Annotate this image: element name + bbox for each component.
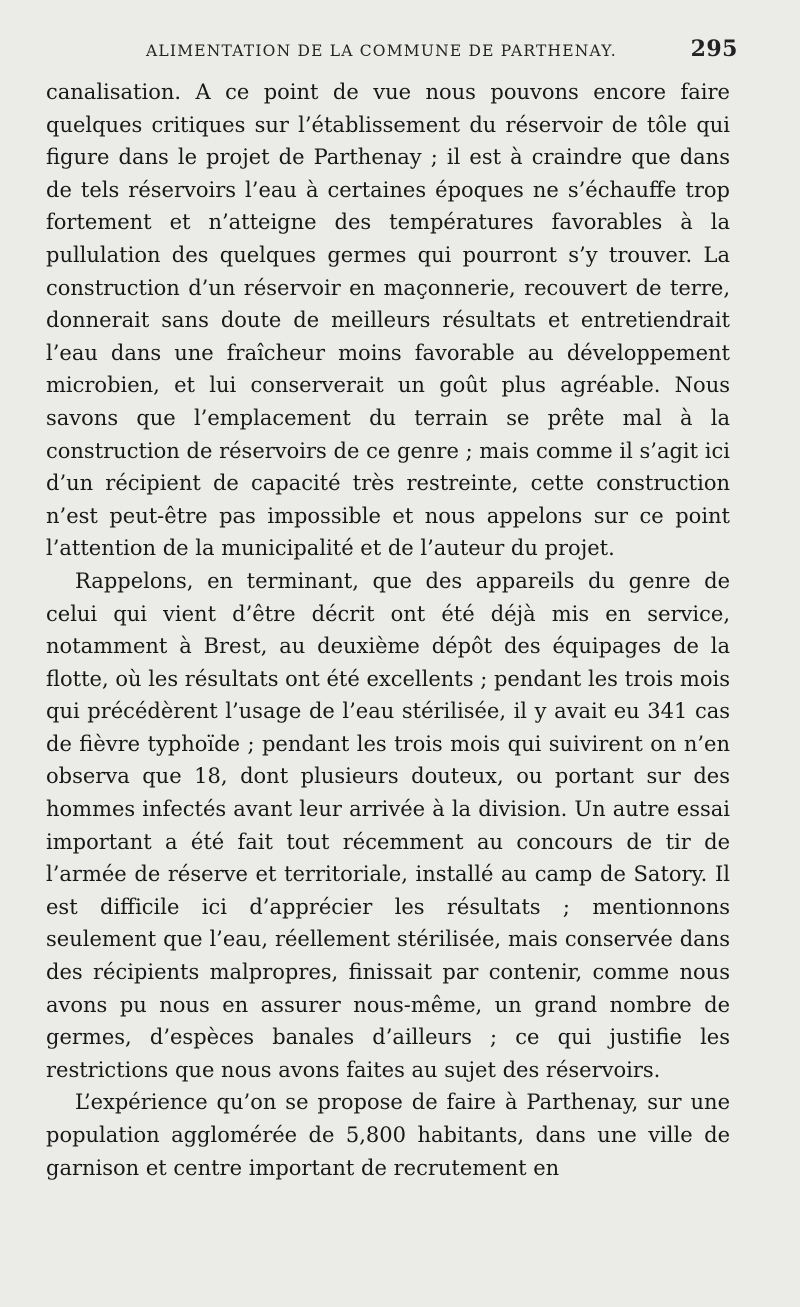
running-title: ALIMENTATION DE LA COMMUNE DE PARTHENAY. — [146, 42, 617, 60]
running-header — [46, 36, 738, 76]
paragraph-1: canalisation. A ce point de vue nous pouvons encore faire quelques critiques sur l’établissement du réservoir de tôle qui figure dans le projet de Parthenay ; il est à craindre que dans de tels réservoirs l’eau à certaines époques ne s’échauffe trop fortement et n’atteigne des températures favorables à la pullulation des quelques germes qui pourront s’y trouver. La construction d’un réservoir en maçonnerie, recouvert de terre, donnerait sans doute de meilleurs résultats et entretiendrait l’eau dans une fraîcheur moins favorable au développement microbien, et lui conserverait un goût plus agréable. Nous savons que l’emplacement du terrain se prête mal à la construction de réservoirs de ce genre ; mais comme il s’agit ici d’un récipient de capacité très restreinte, cette construction n’est peut-être pas impossible et nous appelons sur ce point l’attention de la municipalité et de l’auteur du projet. — [46, 80, 730, 561]
paragraph-2: Rappelons, en terminant, que des appareils du genre de celui qui vient d’être décrit ont été déjà mis en service, notamment à Brest, au deuxième dépôt des équipages de la flotte, où les résultats ont été excellents ; pendant les trois mois qui précédèrent l’usage de l’eau stérilisée, il y avait eu 341 cas de fièvre typhoïde ; pendant les trois mois qui suivirent on n’en observa que 18, dont plusieurs douteux, ou portant sur des hommes infectés avant leur arrivée à la division. Un autre essai important a été fait tout récemment au concours de tir de l’armée de réserve et territoriale, installé au camp de Satory. Il est difficile ici d’apprécier les résultats ; mentionnons seulement que l’eau, réellement stérilisée, mais conservée dans des récipients malpropres, finissait par contenir, comme nous avons pu nous en assurer nous-même, un grand nombre de germes, d’espèces banales d’ailleurs ; ce qui justifie les restrictions que nous avons faites au sujet des réservoirs. — [46, 568, 730, 1082]
page-number: 295 — [690, 36, 738, 62]
paragraph-3: L’expérience qu’on se propose de faire à Parthenay, sur une population agglomérée de 5,800 habitants, dans une ville de garnison et centre important de recrutement en — [46, 1090, 730, 1180]
body-text — [46, 76, 730, 1184]
